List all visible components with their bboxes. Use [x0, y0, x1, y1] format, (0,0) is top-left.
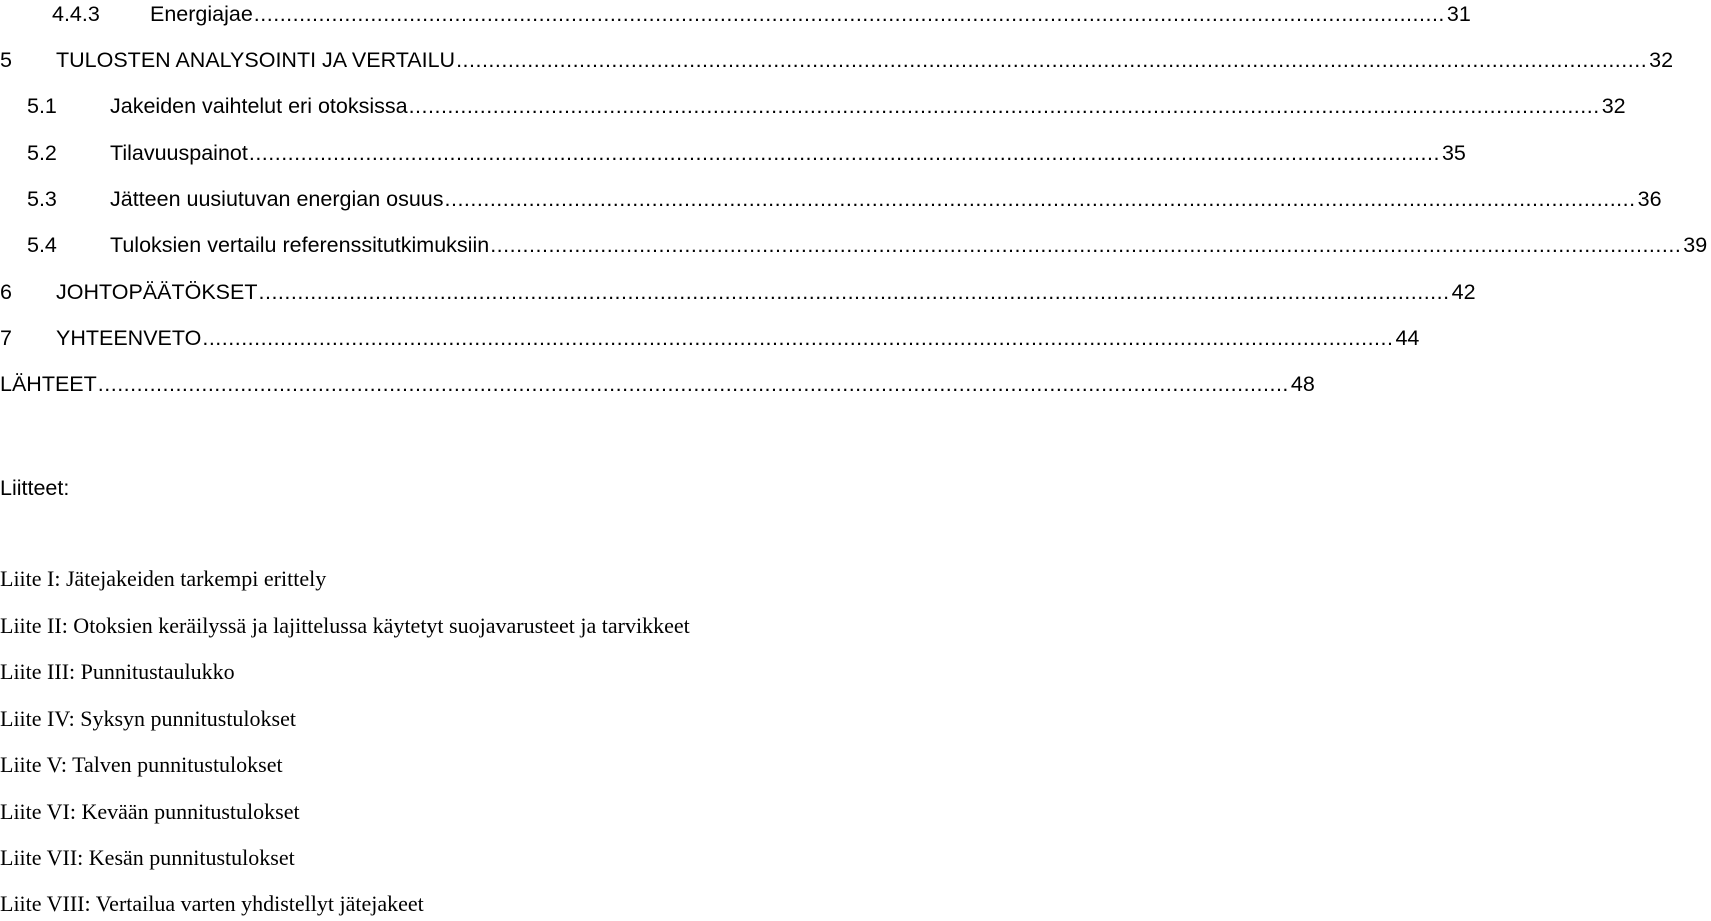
toc-page-number: 35: [1441, 141, 1466, 165]
toc-leader-dots: ........................................................................................................................................................................................: [408, 94, 1600, 118]
toc-leader-dots: ........................................................................................................................................................................................: [253, 2, 1445, 26]
attachments-heading: [0, 472, 960, 504]
toc-number: 5.2: [27, 141, 57, 165]
toc-entry-7[interactable]: [0, 322, 1420, 354]
attachment-item: Liite IV: Syksyn punnitustulokset: [0, 706, 296, 731]
toc-page-number: 39: [1683, 233, 1708, 257]
toc-entry-5[interactable]: [0, 44, 1674, 76]
toc-page-number: 31: [1446, 2, 1471, 26]
toc-title: TULOSTEN ANALYSOINTI JA VERTAILU: [56, 48, 456, 72]
toc-leader-dots: ........................................................................................................................................................................................: [258, 280, 1450, 304]
toc-entry-5-1[interactable]: [0, 90, 1626, 122]
attachment-item: Liite VI: Kevään punnitustulokset: [0, 799, 300, 824]
toc-title: Energiajae: [150, 2, 253, 26]
toc-title: LÄHTEET: [0, 372, 97, 396]
toc-leader-dots: ........................................................................................................................................................................................: [248, 141, 1440, 165]
attachment-item: Liite V: Talven punnitustulokset: [0, 752, 283, 777]
toc-number: 6: [0, 280, 12, 304]
attachment-item: Liite III: Punnitustaulukko: [0, 659, 235, 684]
toc-entry-lahteet[interactable]: [0, 368, 1315, 400]
toc-leader-dots: ........................................................................................................................................................................................: [97, 372, 1289, 396]
toc-leader-dots: ........................................................................................................................................................................................: [456, 48, 1648, 72]
attachment-item: Liite VII: Kesän punnitustulokset: [0, 845, 295, 870]
toc-title: Jakeiden vaihtelut eri otoksissa: [110, 94, 408, 118]
attachment-item: Liite VIII: Vertailua varten yhdistellyt jätejakeet: [0, 891, 424, 916]
toc-entry-4-4-3[interactable]: [0, 0, 1471, 30]
toc-number: 5.3: [27, 187, 57, 211]
toc-leader-dots: ........................................................................................................................................................................................: [202, 326, 1394, 350]
toc-title: Jätteen uusiutuvan energian osuus: [110, 187, 444, 211]
attachments-heading-text: Liitteet:: [0, 476, 70, 500]
toc-number: 5: [0, 48, 12, 72]
toc-title: YHTEENVETO: [56, 326, 202, 350]
toc-leader-dots: ........................................................................................................................................................................................: [490, 233, 1682, 257]
toc-page-number: 42: [1451, 280, 1476, 304]
toc-page-number: 32: [1649, 48, 1674, 72]
toc-number: 4.4.3: [52, 2, 100, 26]
toc-page-number: 44: [1395, 326, 1420, 350]
toc-page-number: 32: [1601, 94, 1626, 118]
toc-title: Tilavuuspainot: [110, 141, 248, 165]
toc-entry-5-2[interactable]: [0, 137, 1466, 169]
toc-title: Tuloksien vertailu referenssitutkimuksiin: [110, 233, 490, 257]
toc-entry-6[interactable]: [0, 276, 1476, 308]
toc-entry-5-3[interactable]: [0, 183, 1662, 215]
toc-number: 5.4: [27, 233, 57, 257]
toc-page-number: 36: [1637, 187, 1662, 211]
attachment-item: Liite II: Otoksien keräilyssä ja lajittelussa käytetyt suojavarusteet ja tarvikkeet: [0, 613, 690, 638]
toc-number: 7: [0, 326, 12, 350]
toc-title: JOHTOPÄÄTÖKSET: [56, 280, 258, 304]
toc-leader-dots: ........................................................................................................................................................................................: [444, 187, 1636, 211]
attachment-item: Liite I: Jätejakeiden tarkempi erittely: [0, 566, 327, 591]
toc-page-number: 48: [1290, 372, 1315, 396]
toc-entry-5-4[interactable]: [0, 229, 1708, 261]
toc-number: 5.1: [27, 94, 57, 118]
